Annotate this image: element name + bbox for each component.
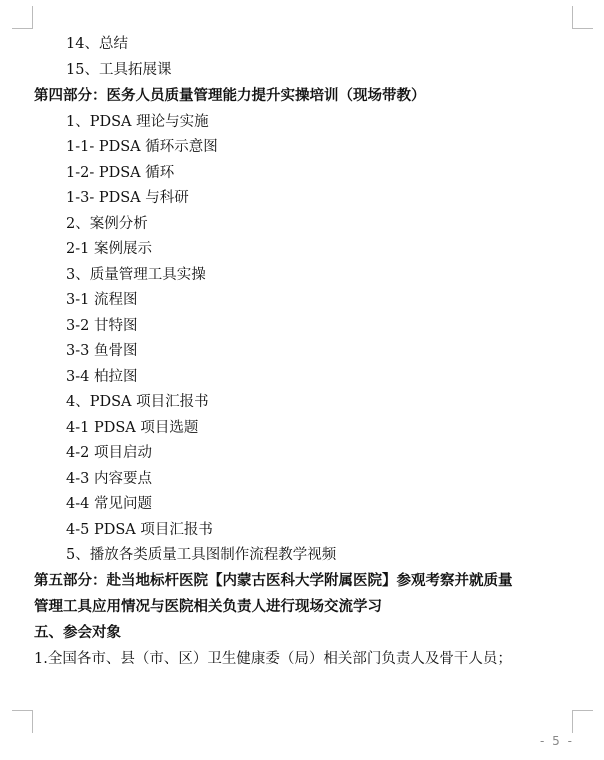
list-item: 3-1 流程图	[66, 292, 138, 308]
list-item: 2-1 案例展示	[66, 241, 152, 257]
list-item: 3-4 柏拉图	[66, 369, 138, 385]
crop-mark-top-right	[572, 6, 593, 29]
section-heading: 五、参会对象	[34, 625, 121, 641]
list-item: 1、PDSA 理论与实施	[66, 114, 209, 130]
list-item: 4-1 PDSA 项目选题	[66, 420, 199, 436]
list-item: 15、工具拓展课	[66, 62, 172, 78]
list-item: 4-5 PDSA 项目汇报书	[66, 522, 213, 538]
section-heading: 第五部分：赴当地标杆医院【内蒙古医科大学附属医院】参观考察并就质量	[34, 573, 513, 589]
section-heading: 第四部分：医务人员质量管理能力提升实操培训（现场带教）	[34, 88, 426, 104]
section-heading-continued: 管理工具应用情况与医院相关负责人进行现场交流学习	[34, 599, 382, 615]
list-item: 4-4 常见问题	[66, 496, 152, 512]
list-item: 1-2- PDSA 循环	[66, 165, 175, 181]
list-item: 2、案例分析	[66, 216, 148, 232]
list-item: 14、总结	[66, 36, 128, 52]
crop-mark-top-left	[12, 6, 33, 29]
list-item: 3、质量管理工具实操	[66, 267, 206, 283]
crop-mark-bottom-left	[12, 710, 33, 733]
list-item: 3-3 鱼骨图	[66, 343, 138, 359]
list-item: 4-3 内容要点	[66, 471, 152, 487]
crop-mark-bottom-right	[572, 710, 593, 733]
paragraph-line: 1.全国各市、县（市、区）卫生健康委（局）相关部门负责人及骨干人员；	[34, 651, 512, 667]
list-item: 4-2 项目启动	[66, 445, 152, 461]
list-item: 5、播放各类质量工具图制作流程教学视频	[66, 547, 337, 563]
list-item: 4、PDSA 项目汇报书	[66, 394, 209, 410]
list-item: 1-3- PDSA 与科研	[66, 190, 189, 206]
list-item: 3-2 甘特图	[66, 318, 138, 334]
page-number: - 5 -	[540, 734, 574, 748]
list-item: 1-1- PDSA 循环示意图	[66, 139, 218, 155]
